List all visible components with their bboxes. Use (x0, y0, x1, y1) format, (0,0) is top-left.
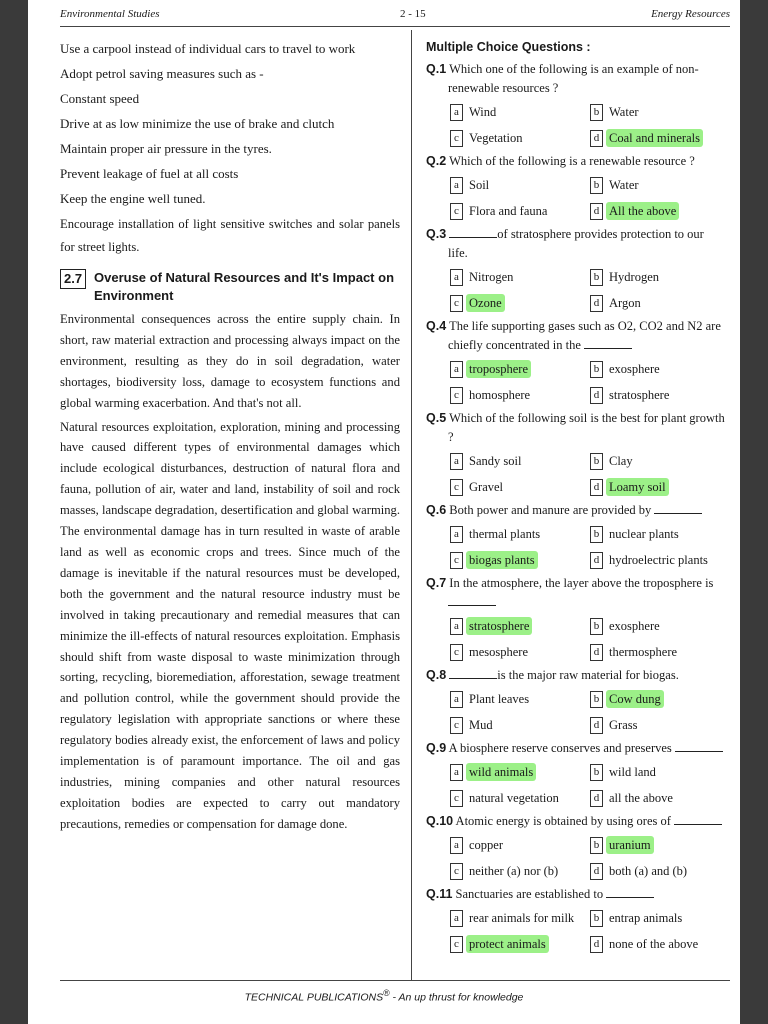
left-column (60, 36, 400, 838)
option-letter-box: c (450, 130, 463, 147)
question-text (426, 885, 726, 904)
answer-option (590, 616, 730, 636)
registered-mark: ® (383, 988, 390, 998)
header-page-number: 2 - 15 (400, 8, 426, 20)
answer-option (450, 102, 590, 122)
document-page (28, 0, 740, 1024)
option-grid (426, 102, 726, 148)
option-grid (426, 451, 726, 497)
answer-option (590, 524, 730, 544)
option-text: homosphere (469, 388, 531, 402)
highlighted-answer: troposphere (466, 360, 531, 378)
answer-blank (448, 594, 496, 606)
question-number: Q.5 (426, 411, 447, 425)
answer-option (590, 788, 730, 808)
answer-option (590, 762, 730, 782)
question-body: In the atmosphere, the layer above the troposphere is (449, 576, 714, 590)
question-number: Q.1 (426, 62, 447, 76)
text-line: Maintain proper air pressure in the tyres. (60, 141, 272, 156)
answer-option (450, 689, 590, 709)
option-letter-box: d (590, 130, 603, 147)
option-letter-box: a (450, 526, 463, 543)
answer-option (450, 175, 590, 195)
answer-option (450, 788, 590, 808)
section-number: 2.7 (60, 269, 86, 289)
question-number: Q.9 (426, 741, 447, 755)
question-number: Q.7 (426, 576, 447, 590)
option-letter-box: d (590, 295, 603, 312)
answer-option (450, 201, 590, 221)
answer-option (590, 201, 730, 221)
option-letter-box: b (590, 910, 603, 927)
question (426, 225, 726, 313)
answer-option (590, 715, 730, 735)
answer-option (590, 908, 730, 928)
text-line: Adopt petrol saving measures such as - (60, 66, 264, 81)
answer-option (590, 835, 730, 855)
option-letter-box: b (590, 361, 603, 378)
option-grid (426, 359, 726, 405)
section-title: Overuse of Natural Resources and It's Impact on Environment (94, 270, 395, 303)
answer-option (450, 293, 590, 313)
header-subject: Environmental Studies (60, 8, 160, 20)
option-text: Argon (609, 296, 641, 310)
question (426, 739, 726, 808)
text-line: Drive at as low minimize the use of brake and clutch (60, 116, 335, 131)
option-text: Nitrogen (469, 270, 514, 284)
answer-option (590, 293, 730, 313)
text-line: Use a carpool instead of individual cars to travel to work (60, 41, 356, 56)
answer-option (450, 524, 590, 544)
question-text (426, 225, 726, 263)
answer-option (450, 642, 590, 662)
option-letter-box: b (590, 764, 603, 781)
footer-rule (60, 980, 730, 981)
page-header (60, 8, 730, 24)
question-text (426, 409, 726, 447)
answer-option (590, 102, 730, 122)
option-grid (426, 762, 726, 808)
answer-option (450, 359, 590, 379)
question-body: is the major raw material for biogas. (497, 668, 679, 682)
text-paragraph: Encourage installation of light sensitive switches and solar panels for street lights. (60, 217, 400, 254)
question-text (426, 60, 726, 98)
question-number: Q.8 (426, 668, 447, 682)
option-text: Wind (469, 105, 497, 119)
option-text: nuclear plants (609, 527, 679, 541)
option-text: thermosphere (609, 645, 678, 659)
question (426, 409, 726, 497)
highlighted-answer: Cow dung (606, 690, 664, 708)
question-number: Q.11 (426, 887, 453, 901)
answer-option (590, 477, 730, 497)
option-letter-box: b (590, 526, 603, 543)
option-letter-box: a (450, 453, 463, 470)
question-body: Which of the following is a renewable resource ? (449, 154, 695, 168)
text-line: Keep the engine well tuned. (60, 191, 206, 206)
option-text: all the above (609, 791, 673, 805)
option-text: entrap animals (609, 911, 683, 925)
option-letter-box: b (590, 837, 603, 854)
answer-blank (654, 502, 702, 514)
question (426, 501, 726, 570)
option-text: neither (a) nor (b) (469, 864, 559, 878)
answer-option (450, 385, 590, 405)
question-body: Which one of the following is an example of non-renewable resources ? (448, 62, 699, 95)
option-text: wild land (609, 765, 656, 779)
question-number: Q.10 (426, 814, 454, 828)
answer-option (450, 451, 590, 471)
option-letter-box: b (590, 269, 603, 286)
answer-option (450, 550, 590, 570)
option-letter-box: d (590, 552, 603, 569)
question (426, 812, 726, 881)
option-text: natural vegetation (469, 791, 559, 805)
question-text (426, 152, 726, 171)
option-text: thermal plants (469, 527, 541, 541)
option-letter-box: a (450, 618, 463, 635)
question-number: Q.6 (426, 503, 447, 517)
highlighted-answer: Ozone (466, 294, 505, 312)
option-letter-box: d (590, 203, 603, 220)
option-text: exosphere (609, 362, 660, 376)
answer-option (450, 616, 590, 636)
option-letter-box: b (590, 691, 603, 708)
question (426, 60, 726, 148)
header-rule (60, 26, 730, 27)
answer-option (450, 908, 590, 928)
highlighted-answer: uranium (606, 836, 654, 854)
option-grid (426, 175, 726, 221)
answer-option (450, 128, 590, 148)
footer-tagline: - An up thrust for knowledge (389, 991, 524, 1004)
option-text: Flora and fauna (469, 204, 548, 218)
question-body: A biosphere reserve conserves and preserves (448, 741, 672, 755)
answer-option (590, 385, 730, 405)
answer-option (590, 861, 730, 881)
answer-blank (606, 886, 654, 898)
section-heading (60, 265, 400, 309)
question (426, 885, 726, 954)
question-text (426, 666, 726, 685)
question-text (426, 812, 726, 831)
option-letter-box: a (450, 837, 463, 854)
option-letter-box: a (450, 361, 463, 378)
option-text: Clay (609, 454, 633, 468)
option-letter-box: b (590, 453, 603, 470)
highlighted-answer: wild animals (466, 763, 536, 781)
option-text: Mud (469, 718, 493, 732)
answer-option (590, 128, 730, 148)
option-letter-box: a (450, 104, 463, 121)
answer-option (450, 477, 590, 497)
option-letter-box: a (450, 764, 463, 781)
option-text: Water (609, 105, 639, 119)
answer-option (590, 359, 730, 379)
option-letter-box: c (450, 387, 463, 404)
question-body: Which of the following soil is the best for plant growth ? (448, 411, 725, 444)
answer-blank (674, 813, 722, 825)
body-paragraph: Natural resources exploitation, exploration, mining and processing have caused different types of environmental damages which include ecological disturbances, destruction of natural flora and fauna, pollution of air, water and land, instability of soil and rock masses, landscape degradation, desertification and global warming. The environmental damage has in turn resulted in waste of arable land as well as economic crops and trees. Since much of the damage is inevitable if the natural resources must be developed, both the government and the natural resource industry must be involved in taking precautionary and remedial measures that can minimize the ill-effects of natural resources exploitation. Emphasis should shift from waste disposal to waste minimization through sorting, recycling, bioremediation, afforestation, sewage treatment and pollution control, while the government should provide the regulatory legislation with appropriate sanctions or where these regulatory bodies already exist, the enforcement of laws and policy implementation is of paramount importance. The oil and gas industries, mining companies and other natural resources exploitation bodies are expected to carry out mandatory precautions, remedies or compensation for damage done. (60, 419, 400, 831)
answer-option (450, 715, 590, 735)
answer-option (590, 550, 730, 570)
highlighted-answer: Coal and minerals (606, 129, 703, 147)
mcq-column (426, 38, 726, 958)
option-letter-box: a (450, 269, 463, 286)
option-letter-box: d (590, 790, 603, 807)
page-footer (28, 988, 740, 1004)
answer-blank (584, 337, 632, 349)
option-letter-box: c (450, 295, 463, 312)
option-text: Hydrogen (609, 270, 659, 284)
option-text: exosphere (609, 619, 660, 633)
option-letter-box: d (590, 863, 603, 880)
question-text (426, 317, 726, 355)
option-letter-box: c (450, 479, 463, 496)
option-letter-box: d (590, 644, 603, 661)
option-text: Plant leaves (469, 692, 530, 706)
question-body: Atomic energy is obtained by using ores of (455, 814, 671, 828)
highlighted-answer: stratosphere (466, 617, 532, 635)
option-letter-box: c (450, 552, 463, 569)
option-text: none of the above (609, 937, 699, 951)
option-grid (426, 524, 726, 570)
highlighted-answer: protect animals (466, 935, 549, 953)
option-text: Soil (469, 178, 490, 192)
answer-blank (449, 667, 497, 679)
header-chapter: Energy Resources (651, 8, 730, 20)
question-list (426, 60, 726, 954)
question (426, 574, 726, 662)
answer-option (450, 267, 590, 287)
question-number: Q.2 (426, 154, 447, 168)
option-letter-box: c (450, 936, 463, 953)
option-letter-box: c (450, 863, 463, 880)
option-letter-box: b (590, 618, 603, 635)
question (426, 152, 726, 221)
option-letter-box: d (590, 717, 603, 734)
option-grid (426, 267, 726, 313)
answer-option (450, 762, 590, 782)
option-letter-box: c (450, 644, 463, 661)
answer-blank (449, 226, 497, 238)
question-body: Both power and manure are provided by (449, 503, 652, 517)
option-text: copper (469, 838, 504, 852)
question-body: The life supporting gases such as O2, CO2 and N2 are chiefly concentrated in the (448, 319, 721, 352)
option-text: Gravel (469, 480, 504, 494)
question-number: Q.4 (426, 319, 447, 333)
option-letter-box: a (450, 691, 463, 708)
option-letter-box: c (450, 203, 463, 220)
option-letter-box: a (450, 177, 463, 194)
question-text (426, 501, 726, 520)
answer-blank (675, 740, 723, 752)
answer-option (590, 175, 730, 195)
option-text: rear animals for milk (469, 911, 575, 925)
body-paragraph: Environmental consequences across the entire supply chain. In short, raw material extraction and processing always impact on the environment, resulting as they do in soil degradation, water shortages, biodiversity loss, damage to ecosystem functions and global warming exacerbation. And that's not all. (60, 312, 400, 410)
option-text: both (a) and (b) (609, 864, 688, 878)
option-letter-box: d (590, 479, 603, 496)
option-text: stratosphere (609, 388, 670, 402)
highlighted-answer: All the above (606, 202, 679, 220)
answer-option (590, 642, 730, 662)
option-letter-box: c (450, 717, 463, 734)
highlighted-answer: biogas plants (466, 551, 538, 569)
question-text (426, 739, 726, 758)
option-text: Grass (609, 718, 638, 732)
answer-option (590, 934, 730, 954)
footer-publisher: TECHNICAL PUBLICATIONS (244, 991, 384, 1004)
answer-option (590, 267, 730, 287)
option-letter-box: d (590, 936, 603, 953)
question (426, 317, 726, 405)
option-grid (426, 616, 726, 662)
question-body: of stratosphere provides protection to our life. (448, 227, 704, 260)
answer-option (590, 451, 730, 471)
option-text: Water (609, 178, 639, 192)
question-text (426, 574, 726, 612)
option-grid (426, 908, 726, 954)
option-text: mesosphere (469, 645, 529, 659)
highlighted-answer: Loamy soil (606, 478, 669, 496)
answer-option (590, 689, 730, 709)
option-text: hydroelectric plants (609, 553, 708, 567)
question-body: Sanctuaries are established to (455, 887, 604, 901)
option-grid (426, 835, 726, 881)
option-letter-box: c (450, 790, 463, 807)
column-divider (411, 30, 412, 980)
option-grid (426, 689, 726, 735)
option-letter-box: b (590, 177, 603, 194)
answer-option (450, 861, 590, 881)
option-letter-box: d (590, 387, 603, 404)
option-text: Vegetation (469, 131, 523, 145)
option-letter-box: b (590, 104, 603, 121)
text-line: Prevent leakage of fuel at all costs (60, 166, 239, 181)
question (426, 666, 726, 735)
mcq-heading: Multiple Choice Questions : (426, 40, 591, 54)
option-text: Sandy soil (469, 454, 522, 468)
answer-option (450, 835, 590, 855)
option-letter-box: a (450, 910, 463, 927)
answer-option (450, 934, 590, 954)
question-number: Q.3 (426, 227, 447, 241)
text-line: Constant speed (60, 91, 140, 106)
